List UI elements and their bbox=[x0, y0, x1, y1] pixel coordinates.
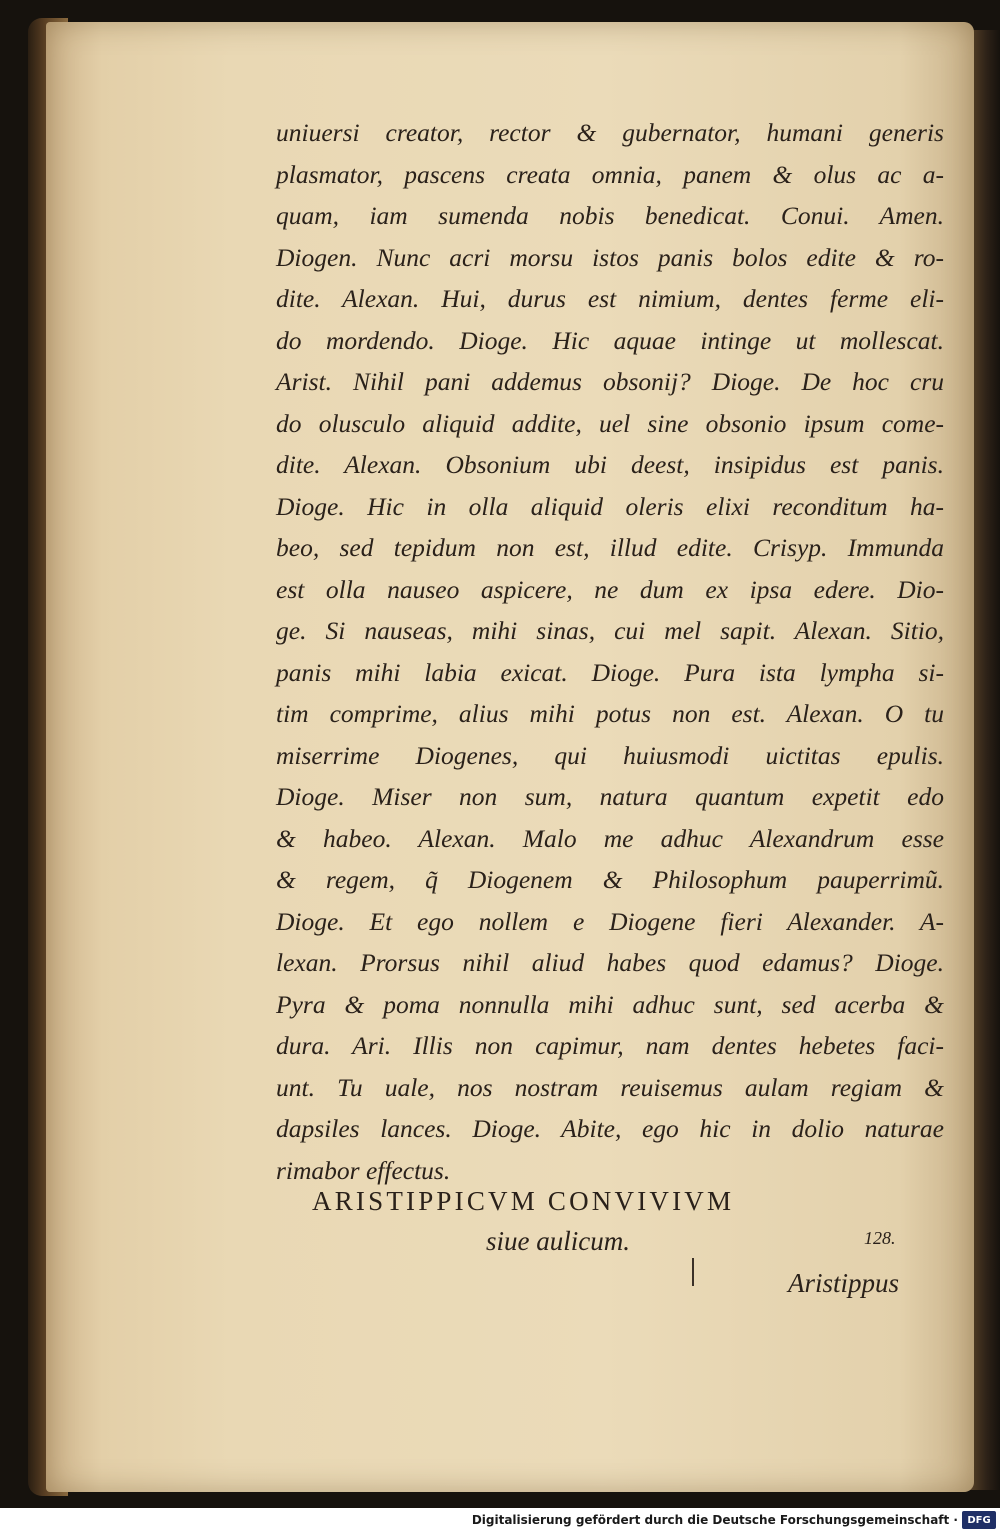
text-line: Dioge. Et ego nollem e Diogene fieri Alexander. A- bbox=[276, 906, 944, 936]
folio-number: 128. bbox=[864, 1228, 896, 1248]
text-line: & regem, q̃ Diogenem & Philosophum pauperrimũ. bbox=[276, 865, 944, 894]
footer-credit: Digitalisierung gefördert durch die Deutsche Forschungsgemeinschaft · bbox=[471, 1513, 958, 1527]
text-line: beo, sed tepidum non est, illud edite. Crisyp. Immunda bbox=[276, 533, 944, 562]
text-line: rimabor effectus. bbox=[276, 1155, 451, 1185]
text-line: panis mihi labia exicat. Dioge. Pura ista lympha si- bbox=[276, 657, 944, 687]
text-line: dura. Ari. Illis non capimur, nam dentes hebetes faci- bbox=[276, 1031, 944, 1060]
text-line: ge. Si nauseas, mihi sinas, cui mel sapit. Alexan. Sitio, bbox=[276, 616, 944, 645]
section-heading: ARISTIPPICVM CONVIVIVM bbox=[312, 1186, 735, 1216]
text-line: dite. Alexan. Obsonium ubi deest, insipidus est panis. bbox=[276, 450, 944, 479]
text-line: dapsiles lances. Dioge. Abite, ego hic in dolio naturae bbox=[276, 1114, 944, 1143]
text-line: & habeo. Alexan. Malo me adhuc Alexandrum esse bbox=[276, 823, 944, 853]
text-line: Dioge. Miser non sum, natura quantum expetit edo bbox=[276, 782, 944, 811]
text-line: plasmator, pascens creata omnia, panem & olus ac a- bbox=[276, 159, 944, 189]
text-line: tim comprime, alius mihi potus non est. Alexan. O tu bbox=[276, 699, 944, 728]
text-line: Arist. Nihil pani addemus obsonij? Dioge. De hoc cru bbox=[276, 367, 944, 396]
text-line: miserrime Diogenes, qui huiusmodi uictitas epulis. bbox=[276, 740, 944, 770]
text-line: Pyra & poma nonnulla mihi adhuc sunt, sed acerba & bbox=[276, 989, 944, 1019]
text-line: Dioge. Hic in olla aliquid oleris elixi reconditum ha- bbox=[276, 491, 944, 521]
ink-mark bbox=[692, 1258, 694, 1286]
section-subheading: siue aulicum. bbox=[486, 1226, 630, 1256]
dfg-logo-icon: DFG bbox=[962, 1511, 996, 1529]
text-line: lexan. Prorsus nihil aliud habes quod edamus? Dioge. bbox=[276, 948, 944, 977]
body-text bbox=[276, 112, 944, 1191]
text-line: dite. Alexan. Hui, durus est nimium, dentes ferme eli- bbox=[276, 284, 944, 313]
text-line: est olla nauseo aspicere, ne dum ex ipsa edere. Dio- bbox=[276, 574, 944, 604]
text-line: do olusculo aliquid addite, uel sine obsonio ipsum come- bbox=[276, 408, 944, 438]
text-line: do mordendo. Dioge. Hic aquae intinge ut mollescat. bbox=[276, 325, 944, 355]
digitization-footer bbox=[0, 1508, 1000, 1533]
text-line: unt. Tu uale, nos nostram reuisemus aulam regiam & bbox=[276, 1072, 944, 1102]
text-line: uniuersi creator, rector & gubernator, humani generis bbox=[276, 118, 944, 147]
catchword: Aristippus bbox=[788, 1268, 900, 1298]
text-line: Diogen. Nunc acri morsu istos panis bolos edite & ro- bbox=[276, 242, 944, 272]
text-line: quam, iam sumenda nobis benedicat. Conui. Amen. bbox=[276, 201, 944, 230]
